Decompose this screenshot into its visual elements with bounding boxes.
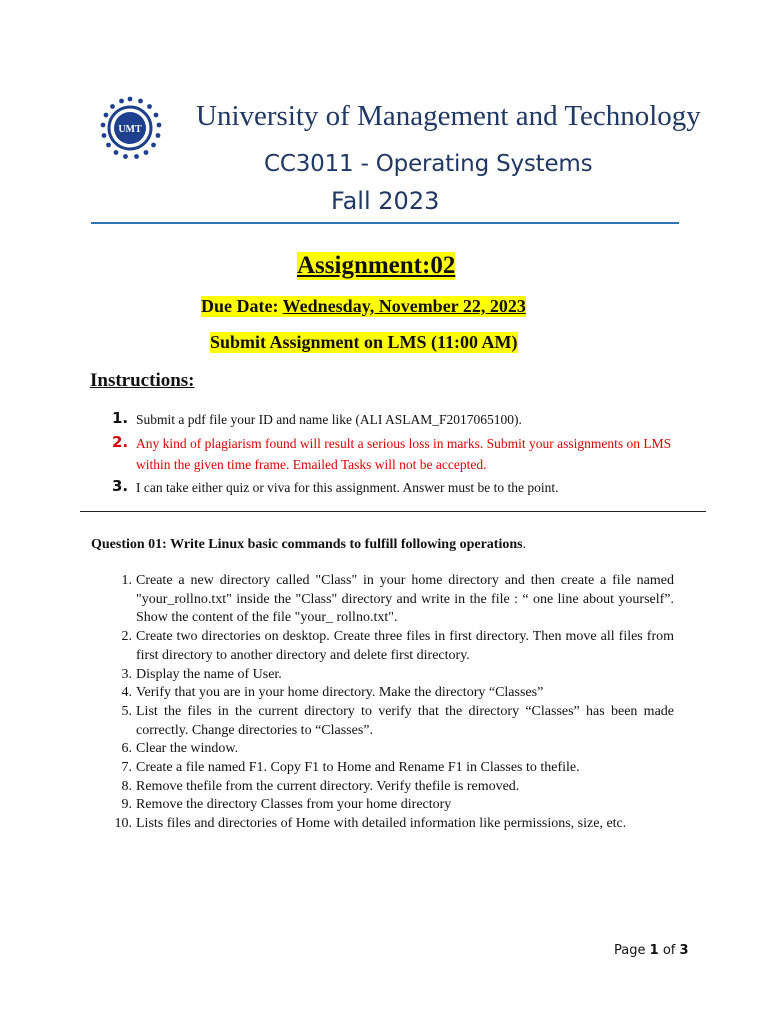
assignment-title: Assignment:02 bbox=[297, 252, 456, 279]
list-item-number: 9. bbox=[121, 797, 132, 813]
logo-text: UMT bbox=[118, 124, 142, 135]
university-title: University of Management and Technology bbox=[196, 100, 701, 132]
header-divider bbox=[91, 222, 679, 224]
list-item bbox=[108, 778, 674, 797]
term-label: Fall 2023 bbox=[331, 187, 440, 215]
list-item bbox=[108, 628, 674, 665]
list-item-number: 4. bbox=[121, 685, 132, 701]
page-label: Page bbox=[614, 943, 646, 958]
instructions-heading: Instructions: bbox=[90, 370, 195, 391]
question-title bbox=[91, 537, 526, 553]
list-item-text: Display the name of User. bbox=[136, 666, 282, 682]
submit-note: Submit Assignment on LMS (11:00 AM) bbox=[210, 332, 518, 352]
instruction-number: 3. bbox=[112, 477, 129, 495]
list-item-text: Remove the directory Classes from your home directory bbox=[136, 797, 452, 813]
university-logo bbox=[98, 96, 162, 160]
list-item-number: 5. bbox=[121, 703, 132, 719]
page-number bbox=[614, 943, 689, 958]
question-title-text: Question 01: Write Linux basic commands to fulfill following operations bbox=[91, 537, 523, 552]
section-divider bbox=[80, 511, 706, 512]
list-item-text: List the files in the current directory to verify that the directory “Classes” has been made correctly. Change directories to “Classes”. bbox=[136, 703, 674, 738]
due-date-value: Wednesday, November 22, 2023 bbox=[282, 296, 526, 316]
list-item bbox=[108, 572, 674, 628]
list-item-number: 1. bbox=[121, 573, 132, 588]
question-list bbox=[108, 572, 674, 834]
question-title-end: . bbox=[522, 537, 527, 552]
list-item bbox=[108, 703, 674, 740]
list-item-number: 6. bbox=[121, 741, 132, 757]
instruction-item-warning: Any kind of plagiarism found will result a serious loss in marks. Submit your assignments on LMS within the given time frame. Emailed Tasks will not be accepted. bbox=[136, 436, 672, 472]
list-item bbox=[108, 796, 674, 815]
list-item bbox=[108, 759, 674, 778]
instruction-number: 1. bbox=[112, 409, 129, 427]
list-item-text: Remove thefile from the current directory. Verify thefile is removed. bbox=[136, 778, 520, 794]
due-date-label: Due Date: bbox=[201, 296, 279, 316]
list-item-text: Create a new directory called "Class" in your home directory and then create a file named "your_rollno.txt" inside the "Class" directory and write in the file : “ one line about yourself”. Show the content of the file "your_ rollno.txt". bbox=[136, 573, 674, 626]
list-item bbox=[108, 740, 674, 759]
list-item bbox=[108, 815, 674, 834]
instruction-item: I can take either quiz or viva for this assignment. Answer must be to the point. bbox=[136, 480, 559, 495]
page-of: of bbox=[662, 943, 676, 958]
list-item-text: Clear the window. bbox=[136, 741, 239, 757]
page-current: 1 bbox=[649, 943, 659, 958]
list-item-text: Verify that you are in your home directory. Make the directory “Classes” bbox=[136, 685, 544, 701]
list-item-number: 7. bbox=[121, 760, 132, 776]
list-item bbox=[108, 666, 674, 685]
page-total: 3 bbox=[679, 943, 689, 958]
list-item-text: Lists files and directories of Home with detailed information like permissions, size, etc. bbox=[136, 816, 627, 832]
due-date-line bbox=[201, 296, 526, 317]
list-item-number: 3. bbox=[121, 666, 132, 682]
instruction-number: 2. bbox=[112, 433, 129, 451]
list-item-number: 8. bbox=[121, 778, 132, 794]
instruction-item: Submit a pdf file your ID and name like (ALI ASLAM_F2017065100). bbox=[136, 412, 522, 427]
list-item bbox=[108, 684, 674, 703]
list-item-number: 2. bbox=[121, 629, 132, 645]
list-item-text: Create two directories on desktop. Create three files in first directory. Then move all files from first directory to another directory and delete first directory. bbox=[136, 629, 674, 663]
list-item-text: Create a file named F1. Copy F1 to Home and Rename F1 in Classes to thefile. bbox=[136, 760, 580, 776]
course-title: CC3011 - Operating Systems bbox=[264, 151, 593, 177]
list-item-number: 10. bbox=[114, 816, 132, 832]
